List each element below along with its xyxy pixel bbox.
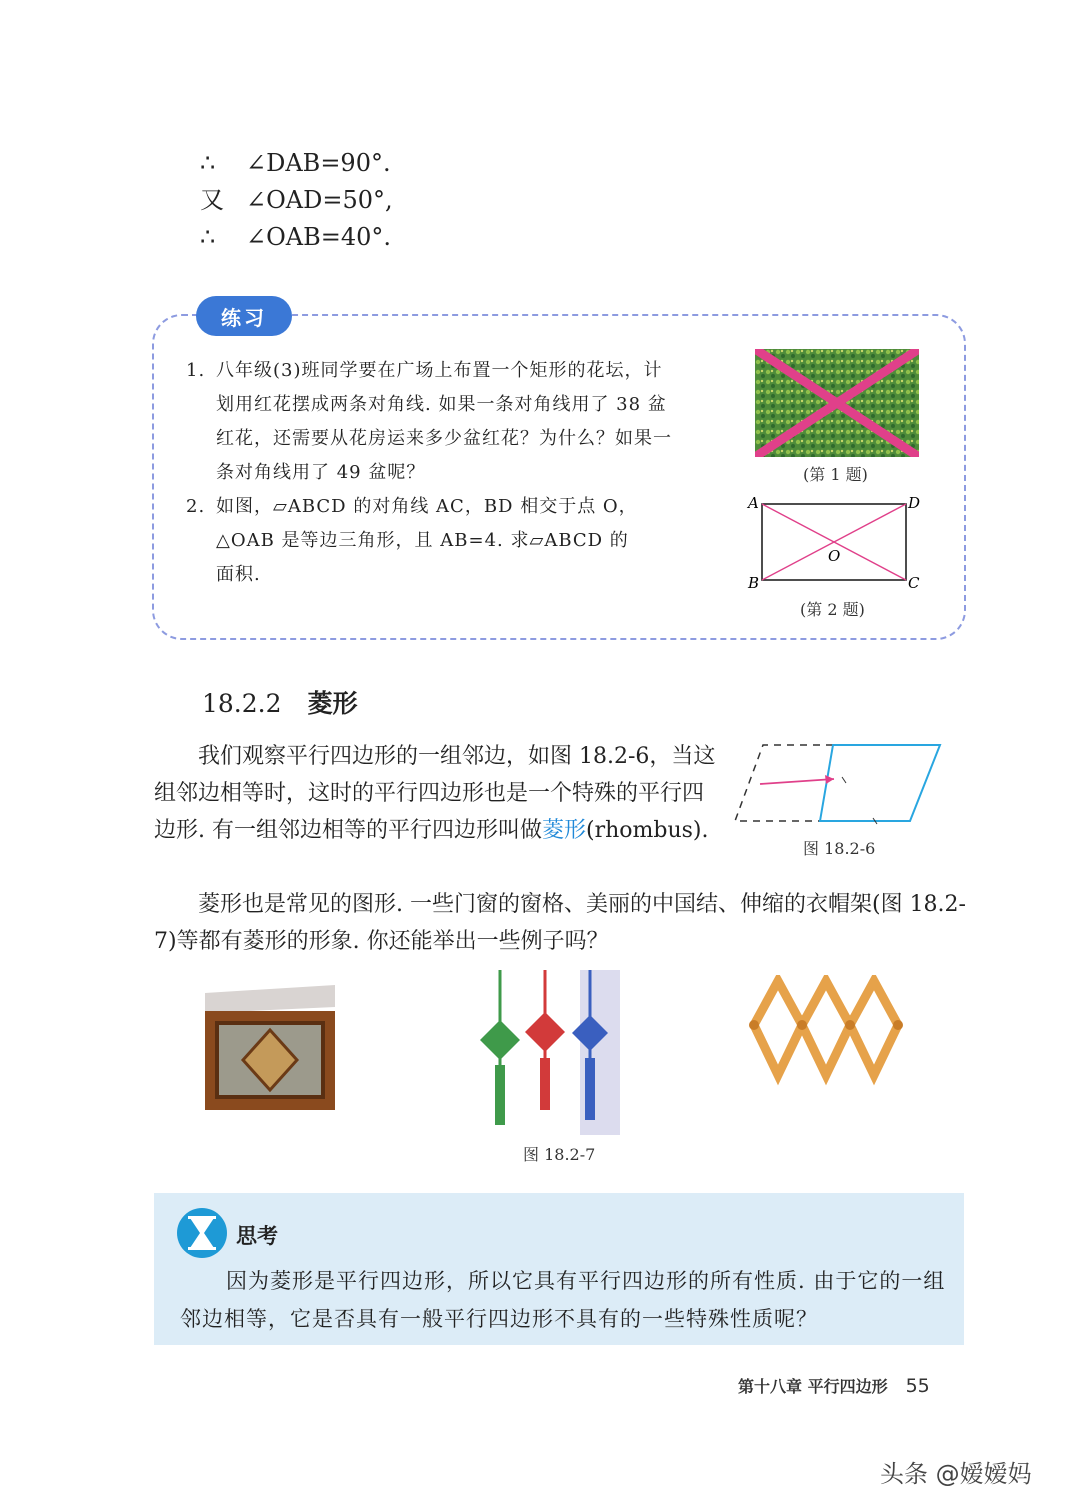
label-o: O xyxy=(828,547,841,565)
proof-line xyxy=(200,219,393,256)
figure-caption: (第 2 题) xyxy=(800,600,865,619)
chinese-knots-image xyxy=(480,970,620,1135)
watermark: 头条 @嫒嫒妈 xyxy=(880,1460,1032,1488)
exercise-line: 划用红花摆成两条对角线. 如果一条对角线用了 38 盆 xyxy=(216,394,667,415)
proof-symbol: ∴ xyxy=(200,223,216,251)
figure-18-2-6 xyxy=(730,735,950,830)
paragraph-text: 我们观察平行四边形的一组邻边，如图 18.2-6，当这组邻边相等时，这时的平行四边形也是一个特殊的平行四边形. 有一组邻边相等的平行四边形叫做 xyxy=(154,744,716,843)
proof-line xyxy=(200,145,393,182)
rectangle-abcd-diagram xyxy=(745,490,925,595)
exercise-1 xyxy=(186,354,716,490)
label-c: C xyxy=(908,574,920,592)
figure-caption: (第 1 题) xyxy=(803,465,868,484)
exercise-line: 条对角线用了 49 盆呢？ xyxy=(216,462,426,483)
paragraph-examples xyxy=(154,886,974,960)
section-title: 菱形 xyxy=(307,689,358,718)
exercise-line: 红花，还需要从花房运来多少盆红花？为什么？如果一 xyxy=(216,428,672,449)
label-b: B xyxy=(748,574,760,592)
label-d: D xyxy=(908,494,921,512)
section-number: 18.2.2 xyxy=(202,689,282,718)
window-lattice-image xyxy=(205,985,335,1110)
chapter-title: 第十八章 平行四边形 xyxy=(738,1377,888,1396)
proof-symbol: ∴ xyxy=(200,149,216,177)
page-number: 55 xyxy=(905,1375,930,1397)
label-a: A xyxy=(748,494,759,512)
proof-symbol: 又 xyxy=(200,186,224,214)
term-english: (rhombus). xyxy=(586,818,709,843)
exercise-line: 面积. xyxy=(216,564,261,585)
figure-caption: 图 18.2-7 xyxy=(523,1145,596,1164)
proof-expression: ∠OAB=40°. xyxy=(246,223,392,251)
exercise-number: 2. xyxy=(186,496,206,517)
exercise-line: 八年级(3)班同学要在广场上布置一个矩形的花坛，计 xyxy=(216,360,663,381)
flower-bed-image xyxy=(755,349,919,457)
think-text xyxy=(180,1262,955,1338)
exercise-line: △OAB 是等边三角形，且 AB=4. 求▱ABCD 的 xyxy=(216,530,629,551)
exercise-number: 1. xyxy=(186,360,206,381)
exercise-2 xyxy=(186,490,716,592)
proof-expression: ∠OAD=50°, xyxy=(246,186,393,214)
proof-line xyxy=(200,182,393,219)
expandable-hanger-image xyxy=(748,975,910,1087)
practice-tag: 练习 xyxy=(196,296,292,336)
think-body: 因为菱形是平行四边形，所以它具有平行四边形的所有性质. 由于它的一组邻边相等，它是否具有一般平行四边形不具有的一些特殊性质呢？ xyxy=(180,1269,946,1331)
page-footer xyxy=(738,1374,930,1397)
figure-caption: 图 18.2-6 xyxy=(803,839,876,858)
section-heading xyxy=(202,684,358,720)
paragraph-rhombus-definition xyxy=(154,738,724,849)
paragraph-text: 菱形也是常见的图形. 一些门窗的窗格、美丽的中国结、伸缩的衣帽架(图 18.2-7)等都有菱形的形象. 你还能举出一些例子吗？ xyxy=(154,892,966,954)
think-title: 思考 xyxy=(236,1224,278,1248)
exercise-line: 如图，▱ABCD 的对角线 AC，BD 相交于点 O， xyxy=(216,496,638,517)
proof-expression: ∠DAB=90°. xyxy=(246,149,391,177)
proof-block xyxy=(200,145,393,256)
hourglass-icon xyxy=(176,1207,228,1259)
term-rhombus: 菱形 xyxy=(542,818,587,843)
